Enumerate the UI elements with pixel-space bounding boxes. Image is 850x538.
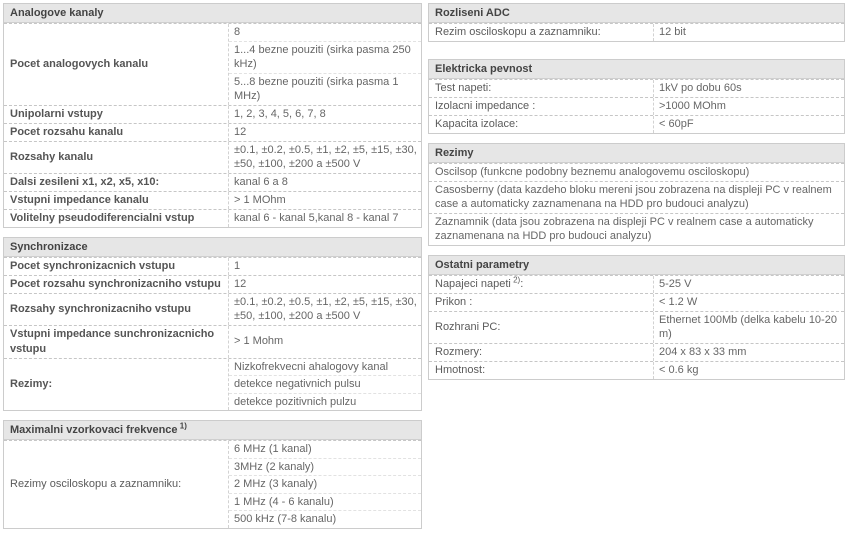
- row-label: [429, 116, 653, 133]
- row-label: [429, 344, 653, 361]
- row-values: [228, 359, 421, 411]
- row-values: [228, 294, 421, 325]
- table-title: Analogove kanaly: [10, 7, 104, 19]
- row-value: detekce negativnich pulsu: [229, 375, 421, 393]
- row-label-text: Pocet analogovych kanalu: [10, 57, 149, 70]
- table-row: Oscilsop (funkcne podobny beznemu analogovemu osciloskopu): [429, 163, 844, 181]
- row-value: 1kV po dobu 60s: [659, 82, 742, 95]
- row-label: [4, 192, 228, 209]
- spec-column-left: [3, 3, 422, 538]
- row-label: [4, 301, 228, 318]
- table-row: Casosberny (data kazdeho bloku mereni jsou zobrazena na displeji PC v realnem case a automaticky zaznamenana na HDD pro budouci analyzu): [429, 181, 844, 213]
- table-row: [4, 123, 421, 141]
- row-value: kanal 6 a 8: [234, 175, 288, 188]
- row-values: [228, 210, 421, 227]
- row-values: [653, 294, 844, 311]
- row-label: [4, 258, 228, 275]
- table-row: [4, 275, 421, 293]
- table-header: [429, 256, 844, 275]
- row-values: [228, 174, 421, 191]
- table-row: Zaznamnik (data jsou zobrazena na displeji PC v realnem case a automaticky zaznamenana na HDD pro budouci analyzu): [429, 213, 844, 245]
- row-values: [653, 344, 844, 361]
- row-value: 8: [234, 26, 241, 38]
- row-value: 12: [234, 125, 247, 138]
- row-label-text: Test napeti:: [435, 82, 492, 94]
- table-row: [429, 115, 844, 133]
- row-value: 5-25 V: [659, 277, 692, 290]
- row-values: [228, 276, 421, 293]
- row-label-text: Vstupni impedance sunchronizacnicho vstupu: [10, 327, 215, 355]
- row-value: Nizkofrekvecni ahalogovy kanal: [234, 360, 389, 373]
- row-values: [653, 98, 844, 115]
- row-label-text: Volitelny pseudodiferencialni vstup: [10, 211, 195, 224]
- table-header: [4, 421, 421, 440]
- table-header: [429, 144, 844, 163]
- row-label-superscript: 2): [510, 274, 521, 284]
- row-label: [4, 476, 228, 493]
- row-label-text: Izolacni impedance :: [435, 100, 536, 112]
- table-title: Maximalni vzorkovaci frekvence: [10, 424, 178, 436]
- row-values: [228, 326, 421, 358]
- row-label-suffix: :: [520, 277, 524, 290]
- row-label-text: Kapacita izolace:: [435, 118, 519, 130]
- row-value: 12 bit: [659, 26, 686, 39]
- table-row: [429, 97, 844, 115]
- row-values: [653, 116, 844, 133]
- table-row: [429, 311, 844, 343]
- row-values: [228, 24, 421, 105]
- row-value: 1 MHz (4 - 6 kanalu): [229, 493, 421, 511]
- row-label-text: Pocet rozsahu synchronizacniho vstupu: [10, 277, 221, 290]
- row-value: 6 MHz (1 kanal): [234, 443, 312, 455]
- table-row: [4, 209, 421, 227]
- row-values: [228, 142, 421, 173]
- table-row: [4, 257, 421, 275]
- row-value: detekce pozitivnich pulzu: [229, 393, 421, 411]
- row-label-text: Napajeci napeti: [435, 277, 511, 290]
- table-title-superscript: 1): [177, 421, 187, 431]
- row-label: [429, 24, 653, 41]
- row-label: [4, 210, 228, 227]
- row-values: [228, 106, 421, 123]
- table-title: Rezimy: [435, 147, 474, 159]
- row-label: [4, 124, 228, 141]
- table-row: [429, 23, 844, 41]
- table-header: [4, 238, 421, 257]
- spec-table-synchronizace: [3, 237, 422, 412]
- table-row: [4, 173, 421, 191]
- row-value: Ethernet 100Mb (delka kabelu 10-20 m): [659, 313, 837, 340]
- table-row: [4, 440, 421, 528]
- row-label: [4, 276, 228, 293]
- row-value: < 60pF: [659, 118, 694, 131]
- row-label-text: Rozsahy synchronizacniho vstupu: [10, 302, 191, 315]
- row-value: ±0.1, ±0.2, ±0.5, ±1, ±2, ±5, ±15, ±30, ±50, ±100, ±200 a ±500 V: [234, 143, 417, 170]
- row-value: 1, 2, 3, 4, 5, 6, 7, 8: [234, 107, 326, 120]
- table-row: [4, 141, 421, 173]
- row-values: [228, 441, 421, 528]
- row-label-text: Dalsi zesileni x1, x2, x5, x10:: [10, 175, 160, 188]
- row-label-text: Rezimy osciloskopu a zaznamniku:: [10, 477, 182, 490]
- row-label-text: Vstupni impedance kanalu: [10, 193, 149, 206]
- row-label: [429, 98, 653, 115]
- row-label-text: Hmotnost:: [435, 363, 486, 376]
- table-row: [4, 23, 421, 105]
- table-row: [4, 191, 421, 209]
- row-label: [429, 319, 653, 336]
- row-label-text: Rozmery:: [435, 345, 483, 358]
- row-label-text: Rozhrani PC:: [435, 320, 501, 333]
- row-label: [4, 376, 228, 393]
- spec-table-ostatni-parametry: [428, 255, 845, 380]
- table-row: [4, 325, 421, 358]
- table-title: Ostatni parametry: [435, 258, 530, 271]
- row-values: [653, 24, 844, 41]
- spec-table-analogove-kanaly: [3, 3, 422, 228]
- row-values: [653, 362, 844, 379]
- row-value: 1...4 bezne pouziti (sirka pasma 250 kHz): [229, 41, 421, 73]
- spec-table-elektricka-pevnost: [428, 59, 845, 134]
- row-label-text: Rezim osciloskopu a zaznamniku:: [435, 26, 601, 38]
- table-title: Elektricka pevnost: [435, 63, 533, 75]
- row-label-text: Rozsahy kanalu: [10, 150, 94, 163]
- table-header: [429, 60, 844, 79]
- row-value: > 1 MOhm: [234, 193, 286, 206]
- table-row: [429, 361, 844, 379]
- table-row: [429, 79, 844, 97]
- row-value: < 0.6 kg: [659, 363, 699, 376]
- row-values: [228, 258, 421, 275]
- row-values: [653, 80, 844, 97]
- row-label: [4, 56, 228, 73]
- row-value: 3MHz (2 kanaly): [229, 458, 421, 476]
- row-label: [4, 174, 228, 191]
- row-values: [228, 192, 421, 209]
- row-label-text: Prikon :: [435, 295, 473, 308]
- row-label: [429, 362, 653, 379]
- row-value: 2 MHz (3 kanaly): [229, 475, 421, 493]
- table-row: [4, 293, 421, 325]
- table-header: [429, 4, 844, 23]
- table-header: [4, 4, 421, 23]
- spec-table-rezimy: [428, 143, 845, 246]
- spec-table-rozliseni-adc: [428, 3, 845, 42]
- table-title: Rozliseni ADC: [435, 7, 510, 19]
- row-value: kanal 6 - kanal 5,kanal 8 - kanal 7: [234, 211, 399, 224]
- table-row: [429, 275, 844, 293]
- row-value: 5...8 bezne pouziti (sirka pasma 1 MHz): [229, 73, 421, 105]
- row-value: > 1 Mohm: [234, 335, 284, 348]
- row-label-text: Pocet synchronizacnich vstupu: [10, 259, 176, 272]
- row-label-text: Pocet rozsahu kanalu: [10, 125, 124, 138]
- table-row: [429, 293, 844, 311]
- row-values: [653, 312, 844, 343]
- row-label: [4, 326, 228, 358]
- row-label-text: Unipolarni vstupy: [10, 107, 103, 120]
- row-value: 204 x 83 x 33 mm: [659, 345, 747, 358]
- row-label: [429, 276, 653, 293]
- row-label: [4, 149, 228, 166]
- spec-table-maximalni-vzorkovaci-frekvence: [3, 420, 422, 529]
- row-values: [228, 124, 421, 141]
- row-value: 1: [234, 259, 241, 272]
- row-label-text: Rezimy:: [10, 377, 53, 390]
- spec-column-right: [428, 3, 845, 389]
- row-value: ±0.1, ±0.2, ±0.5, ±1, ±2, ±5, ±15, ±30, ±50, ±100, ±200 a ±500 V: [234, 295, 417, 322]
- table-row: [4, 358, 421, 411]
- row-value: >1000 MOhm: [659, 100, 726, 113]
- table-title: Synchronizace: [10, 240, 88, 253]
- row-label: [429, 80, 653, 97]
- row-value: < 1.2 W: [659, 295, 698, 308]
- row-label: [429, 294, 653, 311]
- table-row: [429, 343, 844, 361]
- row-label: [4, 106, 228, 123]
- row-values: [653, 276, 844, 293]
- table-row: [4, 105, 421, 123]
- row-value: 500 kHz (7-8 kanalu): [229, 510, 421, 528]
- row-value: 12: [234, 277, 247, 290]
